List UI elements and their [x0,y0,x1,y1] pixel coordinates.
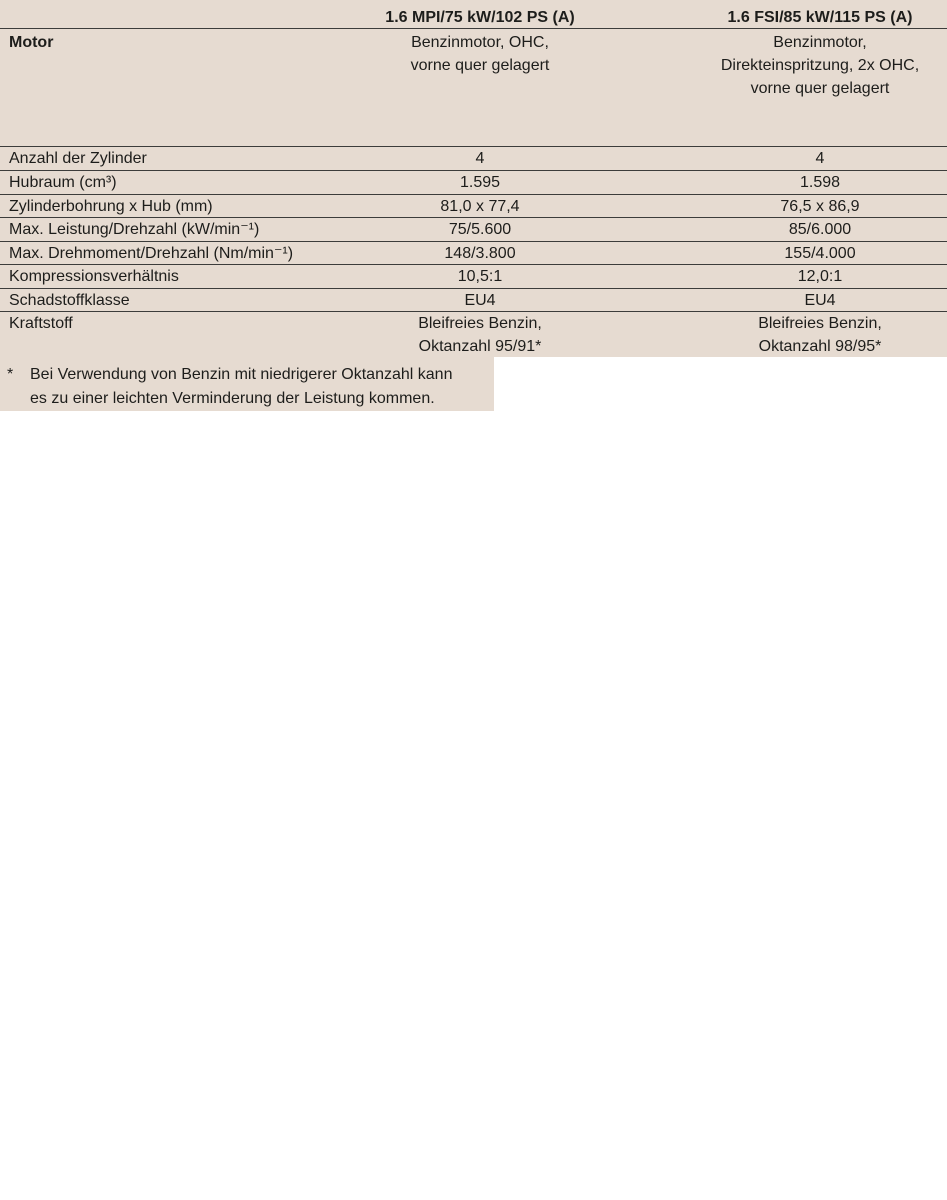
row-value-fsi: Bleifreies Benzin, Oktanzahl 98/95* [758,315,882,355]
row-value-mpi: EU4 [464,292,496,309]
row-value-mpi: 148/3.800 [444,245,516,262]
row-value-fsi: 85/6.000 [788,221,852,238]
motor-value-fsi: Benzinmotor, Direkteinspritzung, 2x OHC, vorne quer gelagert [720,34,920,97]
row-value-mpi: 81,0 x 77,4 [440,198,520,215]
footnote-marker: * [7,366,14,383]
row-label: Schadstoffklasse [9,292,130,309]
footnote-text: Bei Verwendung von Benzin mit niedrigerer Oktanzahl kann es zu einer leichten Verminderung der Leistung kommen. [30,366,453,407]
row-value-fsi: 155/4.000 [784,245,856,262]
row-label: Anzahl der Zylinder [9,150,147,167]
motor-value-mpi: Benzinmotor, OHC, vorne quer gelagert [410,34,550,74]
row-value-mpi: 1.595 [459,174,501,191]
spec-table [0,0,947,357]
row-value-mpi: 4 [475,150,485,167]
row-label: Max. Leistung/Drehzahl (kW/min⁻¹) [9,221,260,238]
row-value-fsi: EU4 [804,292,836,309]
footnote [0,357,494,411]
row-label: Kraftstoff [9,315,73,332]
row-value-mpi: 75/5.600 [448,221,512,238]
row-label: Kompressionsverhältnis [9,268,179,285]
row-label: Zylinderbohrung x Hub (mm) [9,198,213,215]
row-label: Max. Drehmoment/Drehzahl (Nm/min⁻¹) [9,245,294,262]
column-header-mpi: 1.6 MPI/75 kW/102 PS (A) [385,9,575,26]
column-header-fsi: 1.6 FSI/85 kW/115 PS (A) [727,9,913,26]
row-value-fsi: 4 [815,150,825,167]
row-value-fsi: 76,5 x 86,9 [780,198,860,215]
row-value-mpi: Bleifreies Benzin, Oktanzahl 95/91* [418,315,542,355]
row-label: Hubraum (cm³) [9,174,117,191]
header-divider [0,28,947,29]
row-value-fsi: 1.598 [799,174,841,191]
row-value-mpi: 10,5:1 [457,268,503,285]
row-value-fsi: 12,0:1 [797,268,843,285]
row-label-motor: Motor [9,34,54,51]
